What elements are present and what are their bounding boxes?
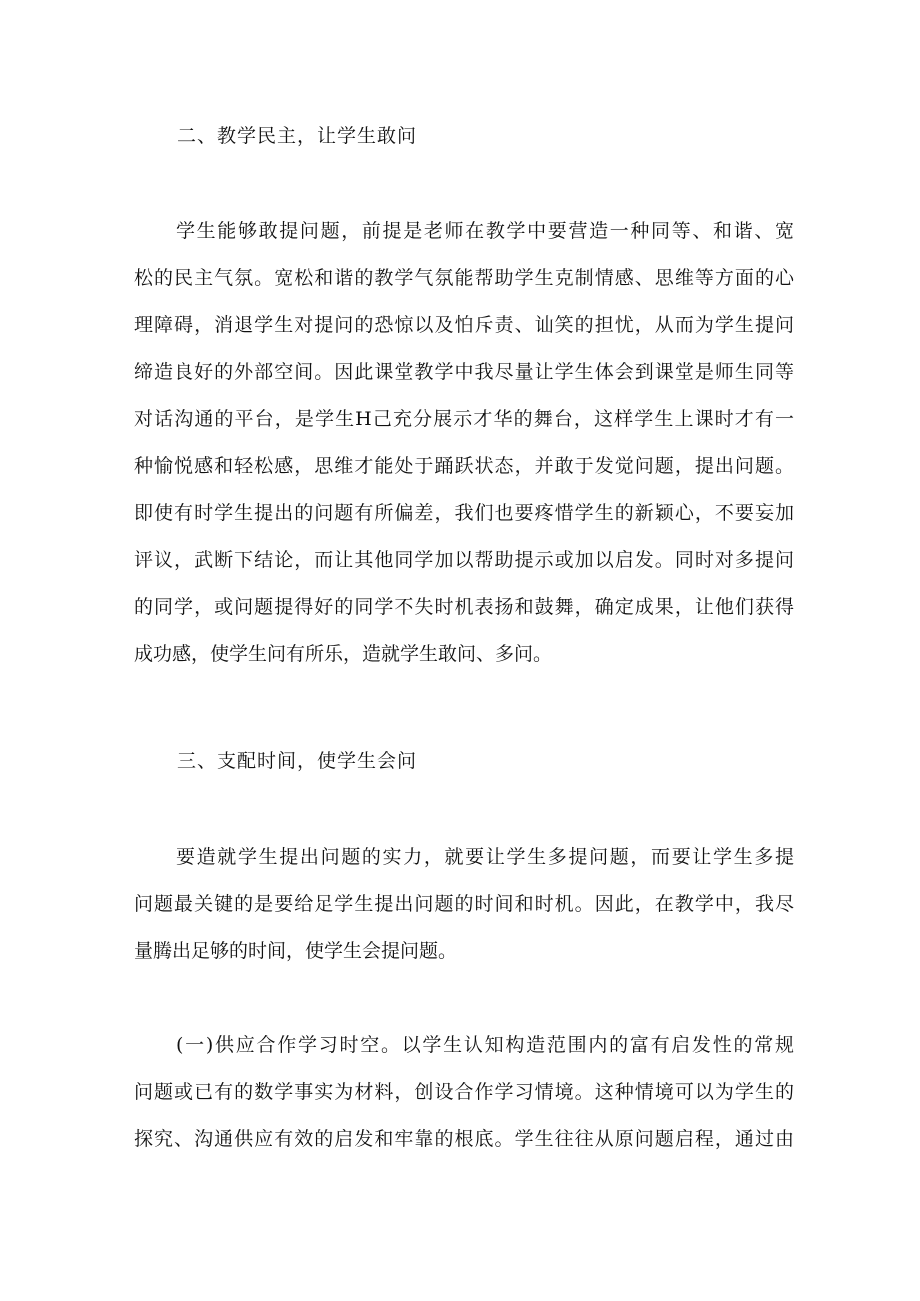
paragraph-line: 松的民主气氛。宽松和谐的教学气氛能帮助学生克制情感、思维等方面的心 bbox=[134, 267, 794, 289]
paragraph-line: 要造就学生提出问题的实力，就要让学生多提问题，而要让学生多提 bbox=[176, 846, 794, 868]
paragraph-line: 对话沟通的平台，是学生H己充分展示才华的舞台，这样学生上课时才有一 bbox=[134, 408, 794, 430]
paragraph-line: 问题最关键的是要给足学生提出问题的时间和时机。因此，在教学中，我尽 bbox=[134, 893, 794, 915]
section-heading-2: 二、教学民主，让学生敢问 bbox=[177, 125, 418, 147]
paragraph-line: 缔造良好的外部空间。因此课堂教学中我尽量让学生体会到课堂是师生同等 bbox=[134, 361, 794, 383]
section-paragraph-3-1 bbox=[134, 1022, 794, 1163]
paragraph-line: 的同学，或问题提得好的同学不失时机表扬和鼓舞，确定成果，让他们获得 bbox=[134, 596, 794, 618]
section-paragraph-3 bbox=[134, 834, 794, 975]
section-paragraph-2 bbox=[134, 208, 794, 678]
section-heading-3: 三、支配时间，使学生会问 bbox=[177, 750, 418, 772]
paragraph-line: 问题或已有的数学事实为材料，创设合作学习情境。这种情境可以为学生的 bbox=[134, 1081, 794, 1103]
paragraph-line: (一)供应合作学习时空。以学生认知构造范围内的富有启发性的常规 bbox=[176, 1034, 794, 1056]
paragraph-line: 学生能够敢提问题，前提是老师在教学中要营造一种同等、和谐、宽 bbox=[176, 220, 794, 242]
paragraph-line: 探究、沟通供应有效的启发和牢靠的根底。学生往往从原问题启程，通过由 bbox=[134, 1128, 794, 1150]
paragraph-line: 评议，武断下结论，而让其他同学加以帮助提示或加以启发。同时对多提问 bbox=[134, 549, 794, 571]
paragraph-line: 量腾出足够的时间，使学生会提问题。 bbox=[134, 940, 458, 962]
paragraph-line: 理障碍，消退学生对提问的恐惊以及怕斥责、讪笑的担忧，从而为学生提问 bbox=[134, 314, 794, 336]
paragraph-line: 种愉悦感和轻松感，思维才能处于踊跃状态，并敢于发觉问题，提出问题。 bbox=[134, 455, 794, 477]
paragraph-line: 即使有时学生提出的问题有所偏差，我们也要疼惜学生的新颖心，不要妄加 bbox=[134, 502, 794, 524]
paragraph-line: 成功感，使学生问有所乐，造就学生敢问、多问。 bbox=[134, 643, 553, 665]
